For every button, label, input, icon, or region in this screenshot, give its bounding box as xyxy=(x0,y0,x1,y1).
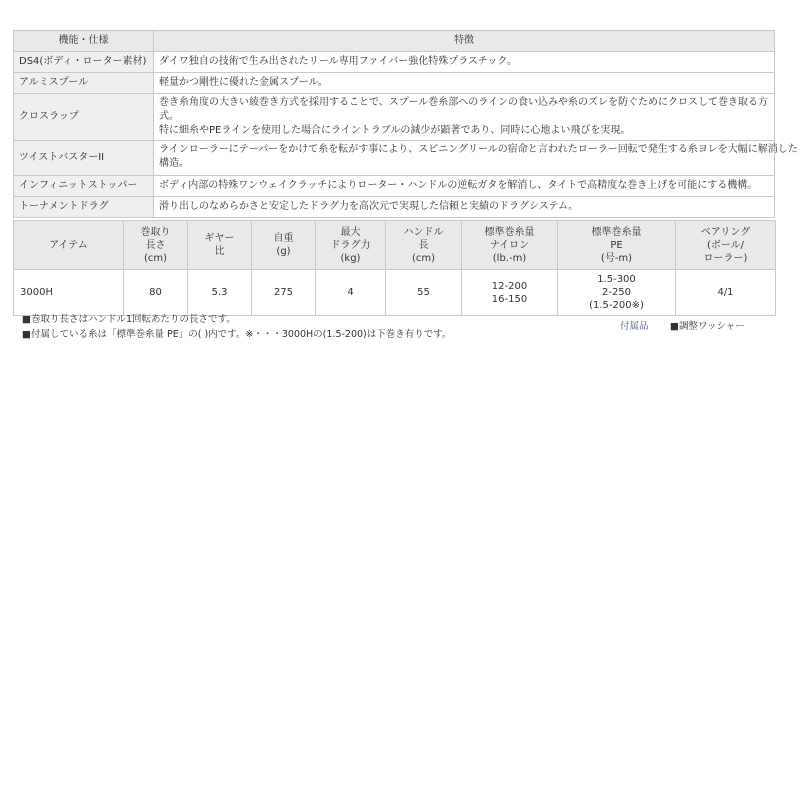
feature-row xyxy=(14,52,775,73)
spec-header-pe-capacity: 標準巻糸量 PE (号-m) xyxy=(558,221,676,270)
features-table xyxy=(13,30,798,218)
spec-header-gear-ratio: ギヤー 比 xyxy=(188,221,252,270)
feature-name: ツイストバスターII xyxy=(14,141,154,176)
spec-header-nylon-capacity: 標準巻糸量 ナイロン (lb.-m) xyxy=(462,221,558,270)
features-header-function: 機能・仕様 xyxy=(14,31,154,52)
accessory-title: 付属品 xyxy=(620,321,649,332)
spec-cell-pe-capacity: 1.5-300 2-250 (1.5-200※) xyxy=(558,270,676,316)
features-header-row xyxy=(14,31,775,52)
feature-name: インフィニットストッパー xyxy=(14,176,154,197)
spec-cell-max-drag: 4 xyxy=(316,270,386,316)
spec-cell-handle-length: 55 xyxy=(386,270,462,316)
spec-header-bearings: ベアリング (ボール/ ローラー) xyxy=(676,221,776,270)
spec-header-retrieve: 巻取り 長さ (cm) xyxy=(124,221,188,270)
accessory-item: ■調整ワッシャー xyxy=(670,321,745,332)
spec-header-weight: 自重 (g) xyxy=(252,221,316,270)
spec-header-handle-length: ハンドル 長 (cm) xyxy=(386,221,462,270)
note-included-line: ■付属している糸は「標準巻糸量 PE」の( )内です。※・・・3000Hの(1.5-200)は下巻き有りです。 xyxy=(22,329,452,340)
spec-cell-weight: 275 xyxy=(252,270,316,316)
spec-cell-item: 3000H xyxy=(14,270,124,316)
spec-table xyxy=(13,220,776,316)
spec-header-max-drag: 最大 ドラグ力 (kg) xyxy=(316,221,386,270)
spec-cell-gear-ratio: 5.3 xyxy=(188,270,252,316)
spec-cell-retrieve: 80 xyxy=(124,270,188,316)
feature-name: DS4(ボディ・ローター素材) xyxy=(14,52,154,73)
note-retrieve-length: ■巻取り長さはハンドル1回転あたりの長さです。 xyxy=(22,314,236,325)
feature-row xyxy=(14,197,775,218)
feature-description: ダイワ独自の技術で生み出されたリール専用ファイバー強化特殊プラスチック。 xyxy=(154,52,775,73)
spec-header-row xyxy=(14,221,776,270)
feature-description: 巻き糸角度の大きい綾巻き方式を採用することで、スプール巻糸部へのラインの食い込みや糸のズレを防ぐためにクロスして巻き取る方式。 特に細糸やPEラインを使用した場合にライントラブルの減少が顕著であり、同時に心地よい飛びを実現。 xyxy=(154,94,775,141)
feature-name: クロスラップ xyxy=(14,94,154,141)
features-header-feature: 特徴 xyxy=(154,31,775,52)
feature-row xyxy=(14,73,775,94)
feature-row xyxy=(14,141,775,176)
feature-row xyxy=(14,94,775,141)
spec-cell-bearings: 4/1 xyxy=(676,270,776,316)
feature-description: ボディ内部の特殊ワンウェイクラッチによりローター・ハンドルの逆転ガタを解消し、タイトで高精度な巻き上げを可能にする機構。 xyxy=(154,176,775,197)
feature-name: アルミスプール xyxy=(14,73,154,94)
feature-row xyxy=(14,176,775,197)
spec-header-item: アイテム xyxy=(14,221,124,270)
feature-description: 滑り出しのなめらかさと安定したドラグ力を高次元で実現した信頼と実績のドラグシステム。 xyxy=(154,197,775,218)
feature-description: 軽量かつ剛性に優れた金属スプール。 xyxy=(154,73,775,94)
content xyxy=(13,30,798,316)
feature-description: ラインローラーにテーパーをかけて糸を転がす事により、スピニングリールの宿命と言われたローラー回転で発生する糸ヨレを大幅に解消した 構造。 xyxy=(154,141,775,176)
feature-name: トーナメントドラグ xyxy=(14,197,154,218)
spec-row xyxy=(14,270,776,316)
spec-cell-nylon-capacity: 12-200 16-150 xyxy=(462,270,558,316)
